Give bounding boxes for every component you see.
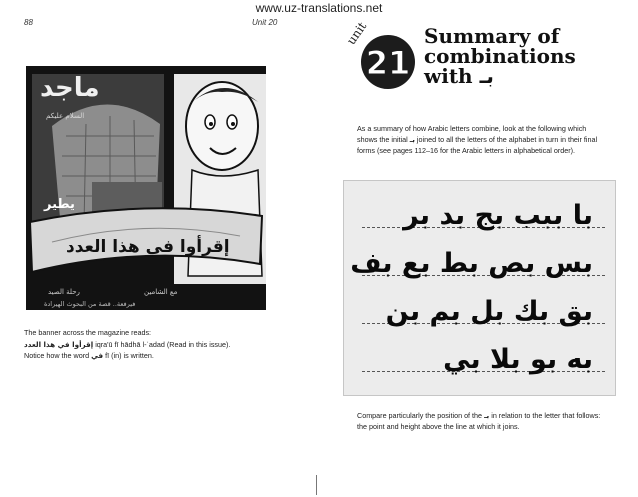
page-gutter — [316, 475, 317, 495]
outro-text-a: Compare particularly the position of the — [357, 411, 483, 420]
title-line — [424, 66, 576, 86]
title-line: Summary of — [424, 24, 560, 48]
caption-line — [24, 339, 284, 351]
title-line: combinations — [424, 44, 576, 68]
cover-panel-text: يطير — [44, 197, 75, 212]
intro-text — [357, 123, 602, 157]
closing-paragraph — [357, 410, 612, 432]
calligraphy-text: بق بك بل بم بن — [385, 296, 593, 327]
transliteration: iqra'ū fī hādhā l-ʿadad (Read in this issue). — [95, 339, 231, 349]
cover-small-line: رحلة الصيد — [48, 288, 80, 296]
title-word: with — [424, 64, 473, 88]
calligraphy-text: بس بص بط بع بف — [350, 248, 593, 279]
intro-paragraph — [357, 123, 602, 157]
outro-text — [357, 410, 612, 432]
caption-line — [24, 350, 284, 362]
calligraphy-text: با ببب بج بد بر — [403, 200, 593, 231]
magazine-cover-illustration — [26, 66, 266, 310]
cover-small-line: السلام عليكم — [46, 112, 85, 120]
cover-masthead: ماجد — [40, 73, 100, 103]
arabic-word: في — [91, 351, 104, 360]
caption-line: The banner across the magazine reads: — [24, 328, 152, 337]
arabic-letter: بـ — [484, 411, 490, 420]
photo-caption — [24, 327, 284, 362]
title-arabic: بـ — [479, 64, 494, 88]
unit-title — [424, 26, 576, 86]
cover-banner-text: إقرأوا في هذا العدد — [66, 237, 230, 257]
unit-badge-graphic — [338, 18, 428, 98]
caption-text: Notice how the word — [24, 351, 90, 360]
outro-text-b: in relation to the letter that follows: the point and height above the line at which it joins. — [357, 411, 601, 432]
arabic-phrase: إقرأوا في هذا العدد — [24, 339, 94, 349]
watermark: www.uz-translations.net — [255, 1, 383, 15]
calligraphy-row — [362, 341, 605, 375]
calligraphy-text: به بو بلا بي — [443, 344, 593, 375]
unit-number: 21 — [365, 44, 411, 82]
calligraphy-row — [362, 293, 605, 327]
magazine-cover-photo — [26, 66, 266, 310]
caption-text: fī (in) is written. — [105, 351, 154, 360]
running-head: Unit 20 — [252, 18, 278, 27]
calligraphy-panel — [343, 180, 616, 396]
cover-small-line: مع الشامين — [144, 288, 178, 296]
calligraphy-row — [362, 197, 605, 231]
calligraphy-row — [350, 245, 605, 279]
cover-small-line: فيرفعة.. قصة من البحوث الهيرادة — [44, 300, 136, 308]
page-number: 88 — [24, 18, 33, 27]
arabic-letter: بـ — [409, 135, 415, 145]
intro-text-a: As a summary of how Arabic letters combine, look at the following which shows the initial — [357, 124, 587, 145]
unit-badge — [338, 18, 428, 98]
unit-word: unit — [343, 19, 370, 48]
intro-text-b: joined to all the letters of the alphabet in turn in their final forms (see pages 112–16 for the Arabic letters in alphabetical order). — [357, 135, 598, 156]
